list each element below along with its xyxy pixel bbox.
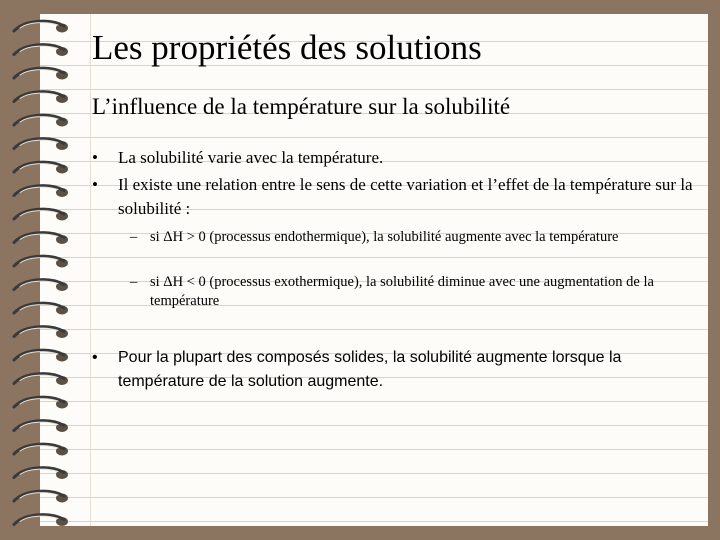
sub-bullet-text: si ΔH < 0 (processus exothermique), la solubilité diminue avec une augmentation de la température: [150, 274, 654, 309]
spiral-binding: [0, 14, 80, 526]
sub-bullet-marker: –: [130, 274, 138, 290]
spiral-ring: [14, 303, 68, 314]
bullet-marker: •: [92, 349, 98, 366]
spiral-ring: [14, 186, 68, 197]
spiral-ring: [14, 92, 68, 103]
spiral-ring: [14, 45, 68, 56]
bullet-text: Il existe une relation entre le sens de cette variation et l’effet de la température sur la solubilité :: [118, 175, 693, 218]
spiral-ring: [14, 327, 68, 338]
spiral-ring: [14, 209, 68, 220]
spiral-ring: [14, 68, 68, 79]
spiral-ring: [14, 491, 68, 502]
spiral-ring: [14, 256, 68, 267]
sub-bullet-text: si ΔH > 0 (processus endothermique), la solubilité augmente avec la température: [150, 229, 619, 245]
spiral-ring: [14, 280, 68, 291]
spiral-ring: [14, 468, 68, 479]
spiral-ring: [14, 397, 68, 408]
sub-bullet-item: [130, 273, 690, 311]
spiral-ring: [14, 421, 68, 432]
bullet-text: Pour la plupart des composés solides, la solubilité augmente lorsque la température de la solution augmente.: [118, 349, 622, 390]
sub-bullet-marker: –: [130, 229, 138, 245]
bullet-item: [92, 346, 702, 394]
spiral-ring: [14, 162, 68, 173]
bullet-marker: •: [92, 175, 98, 194]
bullet-item: [92, 173, 702, 221]
spiral-ring: [14, 21, 68, 32]
sub-bullet-item: [130, 228, 690, 247]
spiral-ring: [14, 350, 68, 361]
margin-line: [90, 14, 91, 526]
slide-title: Les propriétés des solutions: [92, 28, 482, 67]
spiral-ring: [14, 374, 68, 385]
spiral-ring: [14, 233, 68, 244]
bullet-text: La solubilité varie avec la température.: [118, 148, 384, 167]
slide-subtitle: L’influence de la température sur la solubilité: [92, 94, 511, 119]
bullet-item: [92, 146, 702, 170]
spiral-ring: [14, 115, 68, 126]
spiral-ring: [14, 444, 68, 455]
notebook-page: [40, 14, 708, 526]
spiral-ring: [14, 515, 68, 526]
bullet-marker: •: [92, 148, 98, 167]
spiral-ring: [14, 139, 68, 150]
